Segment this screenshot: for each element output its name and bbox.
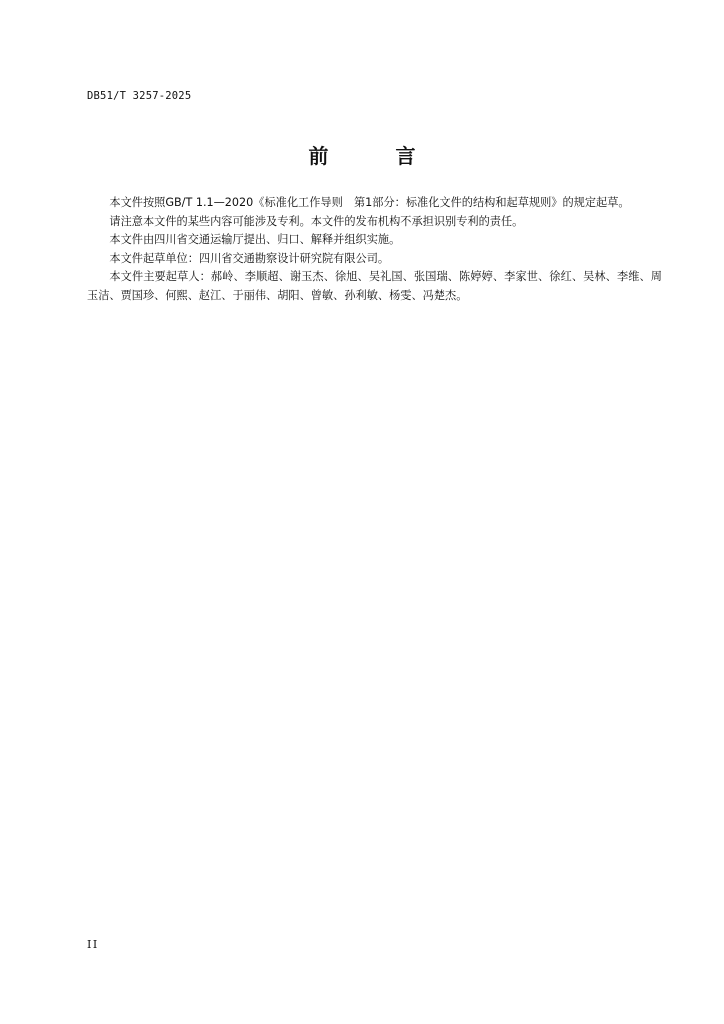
page-title: 前 言 (308, 144, 446, 168)
paragraph-drafting-rules: 本文件按照GB/T 1.1—2020《标准化工作导则 第1部分：标准化文件的结构和起草规则》的规定起草。 (109, 196, 630, 209)
page-number: II (87, 938, 99, 951)
document-code: DB51/T 3257-2025 (87, 90, 192, 102)
paragraph-proposer: 本文件由四川省交通运输厅提出、归口、解释并组织实施。 (109, 233, 401, 246)
paragraph-patent-notice: 请注意本文件的某些内容可能涉及专利。本文件的发布机构不承担识别专利的责任。 (109, 214, 524, 228)
paragraph-drafters: 本文件主要起草人：郝岭、李顺超、谢玉杰、徐旭、吴礼国、张国瑞、陈婷婷、李家世、徐红、吴林、李维、周玉洁、贾国珍、何熙、赵江、于丽伟、胡阳、曾敏、孙利敏、杨雯、冯楚杰。 (87, 270, 662, 302)
foreword-body (87, 194, 662, 305)
paragraph-drafting-unit: 本文件起草单位：四川省交通勘察设计研究院有限公司。 (109, 251, 390, 265)
